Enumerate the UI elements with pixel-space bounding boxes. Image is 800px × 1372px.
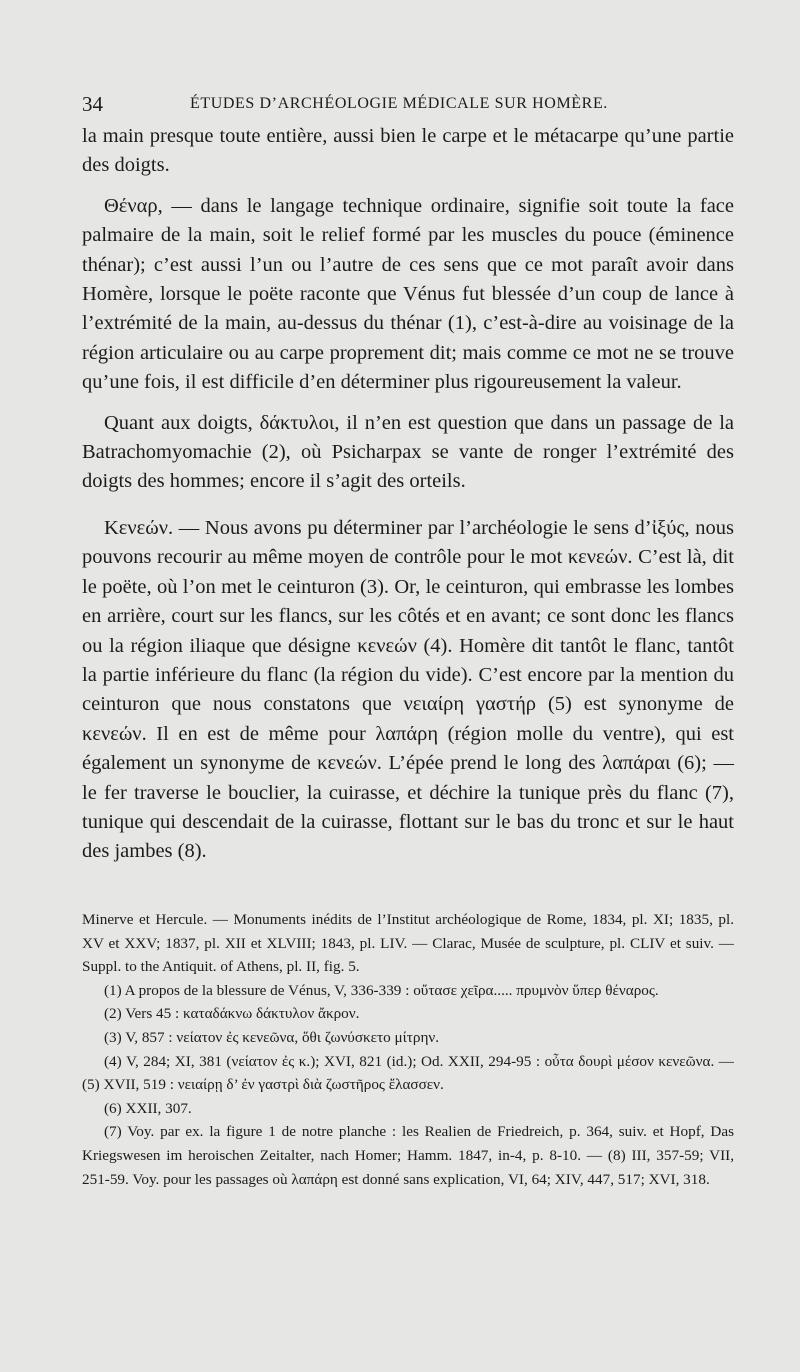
footnote-7-8: (7) Voy. par ex. la figure 1 de notre planche : les Realien de Friedreich, p. 364, suiv. et Hopf, Das Kriegswesen im heroischen Zeitalter, nach Homer; Hamm. 1847, in-4, p. 8-10. — (8) III, 357-59; VII, 251-59. Voy. pour les passages où λαπάρη est donné sans explication, VI, 64; XIV, 447, 517; XVI, 318. [82,1123,734,1188]
page-header [82,92,722,118]
main-text [82,122,734,867]
footnote-intro: Minerve et Hercule. — Monuments inédits de l’Institut archéologique de Rome, 1834, pl. XI; 1835, pl. XV et XXV; 1837, pl. XII et XLVIII; 1843, pl. LIV. — Clarac, Musée de sculpture, pl. CLIV et suiv. — Suppl. to the Antiquit. of Athens, pl. II, fig. 5. [82,911,734,976]
paragraph-kenedn: Κενεών. — Nous avons pu déterminer par l’archéologie le sens d’ἰξύς, nous pouvons recourir au même moyen de contrôle pour le mot κενεών. C’est là, dit le poëte, où l’on met le ceinturon (3). Or, le ceinturon, qui embrasse les lombes en arrière, court sur les flancs, sur les côtés et en avant; ce sont donc les flancs ou la région iliaque que désigne κενεών (4). Homère dit tantôt le flanc, tantôt la partie inférieure du flanc (la région du vide). C’est encore par la mention du ceinturon que nous constatons que νειαίρη γαστήρ (5) est synonyme de κενεών. Il en est de même pour λαπάρη (région molle du ventre), qui est également un synonyme de κενεών. L’épée prend le long des λαπάραι (6); — le fer traverse le bouclier, la cuirasse, et déchire la tunique près du flanc (7), tunique qui descendait de la cuirasse, flottant sur le bas du tronc et sur le haut des jambes (8). [82,516,734,863]
paragraph-continuation: la main presque toute entière, aussi bien le carpe et le métacarpe qu’une partie des doigts. [82,125,734,177]
paragraph-thenar: Θέναρ, — dans le langage technique ordinaire, signifie soit toute la face palmaire de la main, soit le relief formé par les muscles du pouce (éminence thénar); c’est aussi l’un ou l’autre de ces sens que ce mot paraît avoir dans Homère, lorsque le poëte raconte que Vénus fut blessée d’un coup de lance à l’extrémité de la main, au-dessus du thénar (1), c’est-à-dire au voisinage de la région articulaire ou au carpe proprement dit; mais comme ce mot ne se trouve qu’une fois, il est difficile d’en déterminer plus rigoureusement la valeur. [82,194,734,394]
running-title: ÉTUDES D’ARCHÉOLOGIE MÉDICALE SUR HOMÈRE. [190,95,608,112]
footnote-1: (1) A propos de la blessure de Vénus, V, 336-339 : οὔτασε χεῖρα..... πρυμνὸν ὕπερ θέναρος. [104,981,659,999]
footnote-4-5: (4) V, 284; XI, 381 (νείατον ἐς κ.); XVI, 821 (id.); Od. XXII, 294-95 : οὖτα δουρὶ μέσον κενεῶνα. — (5) XVII, 519 : νειαίρῃ δ’ ἐν γαστρὶ διὰ ζωστῆρος ἔλασσεν. [82,1052,734,1094]
footnote-6: (6) XXII, 307. [104,1099,192,1117]
paragraph-doigts: Quant aux doigts, δάκτυλοι, il n’en est question que dans un passage de la Batrachomyomachie (2), où Psicharpax se vante de ronger l’extrémité des doigts des hommes; encore il s’agit des orteils. [82,411,734,493]
footnote-2: (2) Vers 45 : καταδάκνω δάκτυλον ἄκρον. [104,1005,360,1023]
footnote-3: (3) V, 857 : νείατον ἐς κενεῶνα, ὅθι ζωνύσκετο μίτρην. [104,1028,440,1046]
page-number: 34 [82,92,103,116]
footnotes [82,908,734,1191]
